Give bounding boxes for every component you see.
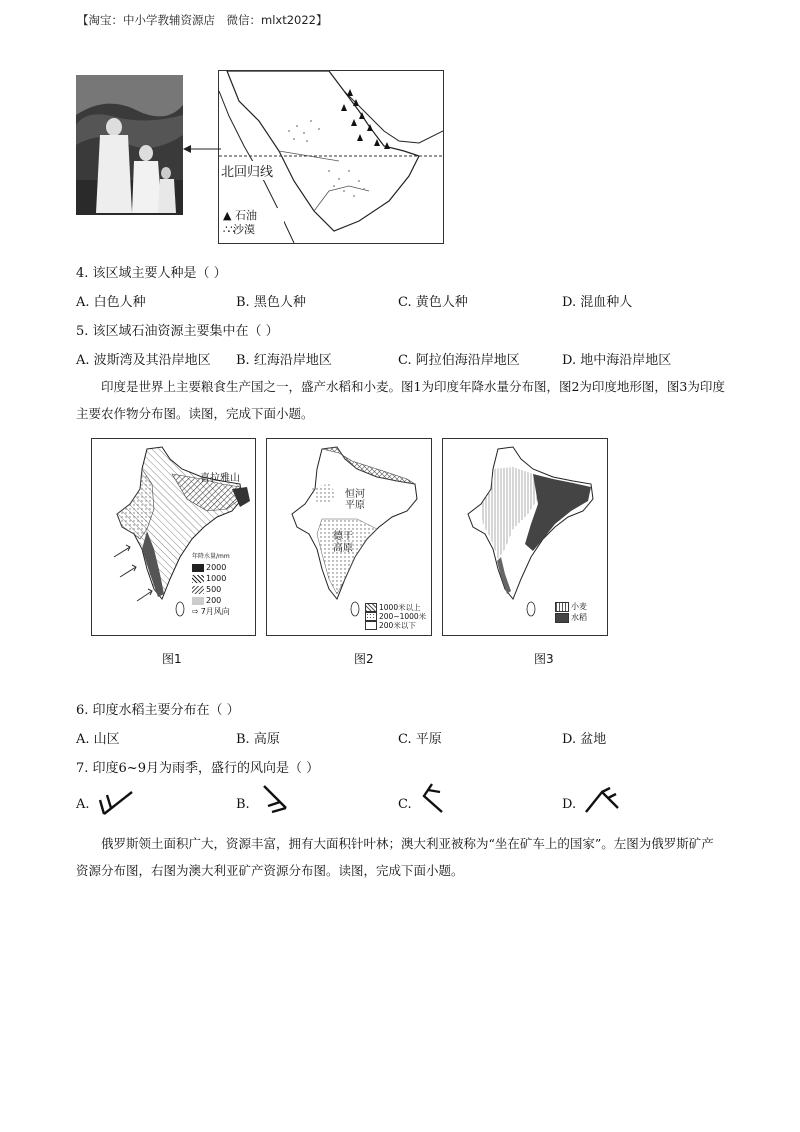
q4-option-a[interactable]: A. 白色人种 (76, 295, 146, 310)
india-precipitation-map (91, 438, 256, 636)
q5-option-a[interactable]: A. 波斯湾及其沿岸地区 (76, 353, 211, 368)
q7-option-a-label: A. (76, 797, 90, 812)
q6-option-a[interactable]: A. 山区 (76, 732, 120, 747)
ganges-plain-label: 恒河平原 (345, 489, 365, 511)
fig1-caption: 图1 (162, 652, 182, 666)
fig2-legend (365, 603, 426, 630)
fig3-caption: 图3 (534, 652, 554, 666)
question-7: 7. 印度6~9月为雨季，盛行的风向是（ ） (76, 761, 320, 776)
q5-option-c[interactable]: C. 阿拉伯海沿岸地区 (398, 353, 520, 368)
legend-swatch (192, 597, 204, 605)
legend-oil: 石油 (234, 209, 257, 222)
deccan-plateau-label: 德干高原 (333, 531, 353, 554)
question-5: 5. 该区域石油资源主要集中在（ ） (76, 324, 279, 339)
q6-option-c[interactable]: C. 平原 (398, 732, 442, 747)
legend-swatch (192, 586, 204, 594)
legend-low: 200米以下 (379, 621, 416, 630)
q7-option-c[interactable] (398, 797, 412, 812)
wind-symbol-b-icon[interactable] (258, 782, 292, 816)
q4-option-d[interactable]: D. 混血种人 (562, 295, 633, 310)
wind-symbol-d-icon[interactable] (584, 786, 620, 814)
legend-wheat: 小麦 (571, 602, 587, 611)
fig2-caption: 图2 (354, 652, 374, 666)
legend-rice: 水稻 (571, 613, 587, 622)
legend-value-200: 200 (206, 596, 222, 605)
question-6: 6. 印度水稻主要分布在（ ） (76, 703, 240, 718)
q4-option-c[interactable]: C. 黄色人种 (398, 295, 468, 310)
q7-option-b-label: B. (236, 797, 250, 812)
map-legend (223, 209, 257, 237)
wind-symbol-a-icon[interactable] (98, 786, 138, 816)
q7-option-b[interactable] (236, 797, 250, 812)
legend-value-1000: 1000 (206, 574, 227, 583)
legend-swatch (555, 602, 569, 612)
q7-option-c-label: C. (398, 797, 412, 812)
q5-option-b[interactable]: B. 红海沿岸地区 (236, 353, 332, 368)
wind-symbol-c-icon[interactable] (418, 782, 448, 816)
people-photo (76, 75, 183, 215)
question-4: 4. 该区域主要人种是（ ） (76, 266, 227, 281)
q7-option-a[interactable] (76, 797, 90, 812)
legend-swatch (192, 564, 204, 572)
wind-arrow-icon: ⇨ (192, 607, 199, 616)
india-intro-paragraph: 印度是世界上主要粮食生产国之一，盛产水稻和小麦。图1为印度年降水量分布图，图2为印度地形图，图3为印度主要农作物分布图。读图，完成下面小题。 (76, 379, 725, 421)
map-to-photo-arrow (183, 143, 223, 155)
arabia-map (218, 70, 444, 244)
legend-swatch (192, 575, 204, 583)
india-crops-map (442, 438, 608, 636)
legend-title: 年降水量/mm (192, 553, 230, 560)
legend-wind: 7月风向 (200, 607, 230, 616)
himalaya-label: 喜拉雅山 (200, 473, 240, 484)
fig3-legend (555, 601, 587, 623)
legend-swatch (365, 612, 377, 621)
legend-value-2000: 2000 (206, 563, 227, 572)
legend-swatch (365, 603, 377, 612)
russia-australia-paragraph: 俄罗斯领土面积广大，资源丰富，拥有大面积针叶林；澳大利亚被称为“坐在矿车上的国家”。左图为俄罗斯矿产资源分布图，右图为澳大利亚矿产资源分布图。读图，完成下面小题。 (76, 836, 714, 878)
q6-option-d[interactable]: D. 盆地 (562, 732, 607, 747)
india-terrain-map (266, 438, 432, 636)
q6-option-b[interactable]: B. 高原 (236, 732, 280, 747)
q7-option-d-label: D. (562, 797, 577, 812)
fig1-legend (192, 551, 250, 617)
page-header: 【淘宝：中小学教辅资源店 微信：mlxt2022】 (77, 13, 328, 27)
legend-swatch (365, 621, 377, 630)
q7-option-d[interactable] (562, 797, 576, 812)
legend-mid: 200~1000米 (379, 612, 427, 621)
desert-icon: ∴∴ (223, 223, 233, 236)
legend-high: 1000米以上 (379, 603, 421, 612)
q4-option-b[interactable]: B. 黑色人种 (236, 295, 306, 310)
oil-icon: ▲ (223, 209, 232, 222)
legend-value-500: 500 (206, 585, 222, 594)
legend-swatch (555, 613, 569, 623)
legend-desert: 沙漠 (233, 223, 255, 236)
q5-option-d[interactable]: D. 地中海沿岸地区 (562, 353, 672, 368)
tropic-of-cancer-label: 北回归线 (221, 161, 273, 180)
